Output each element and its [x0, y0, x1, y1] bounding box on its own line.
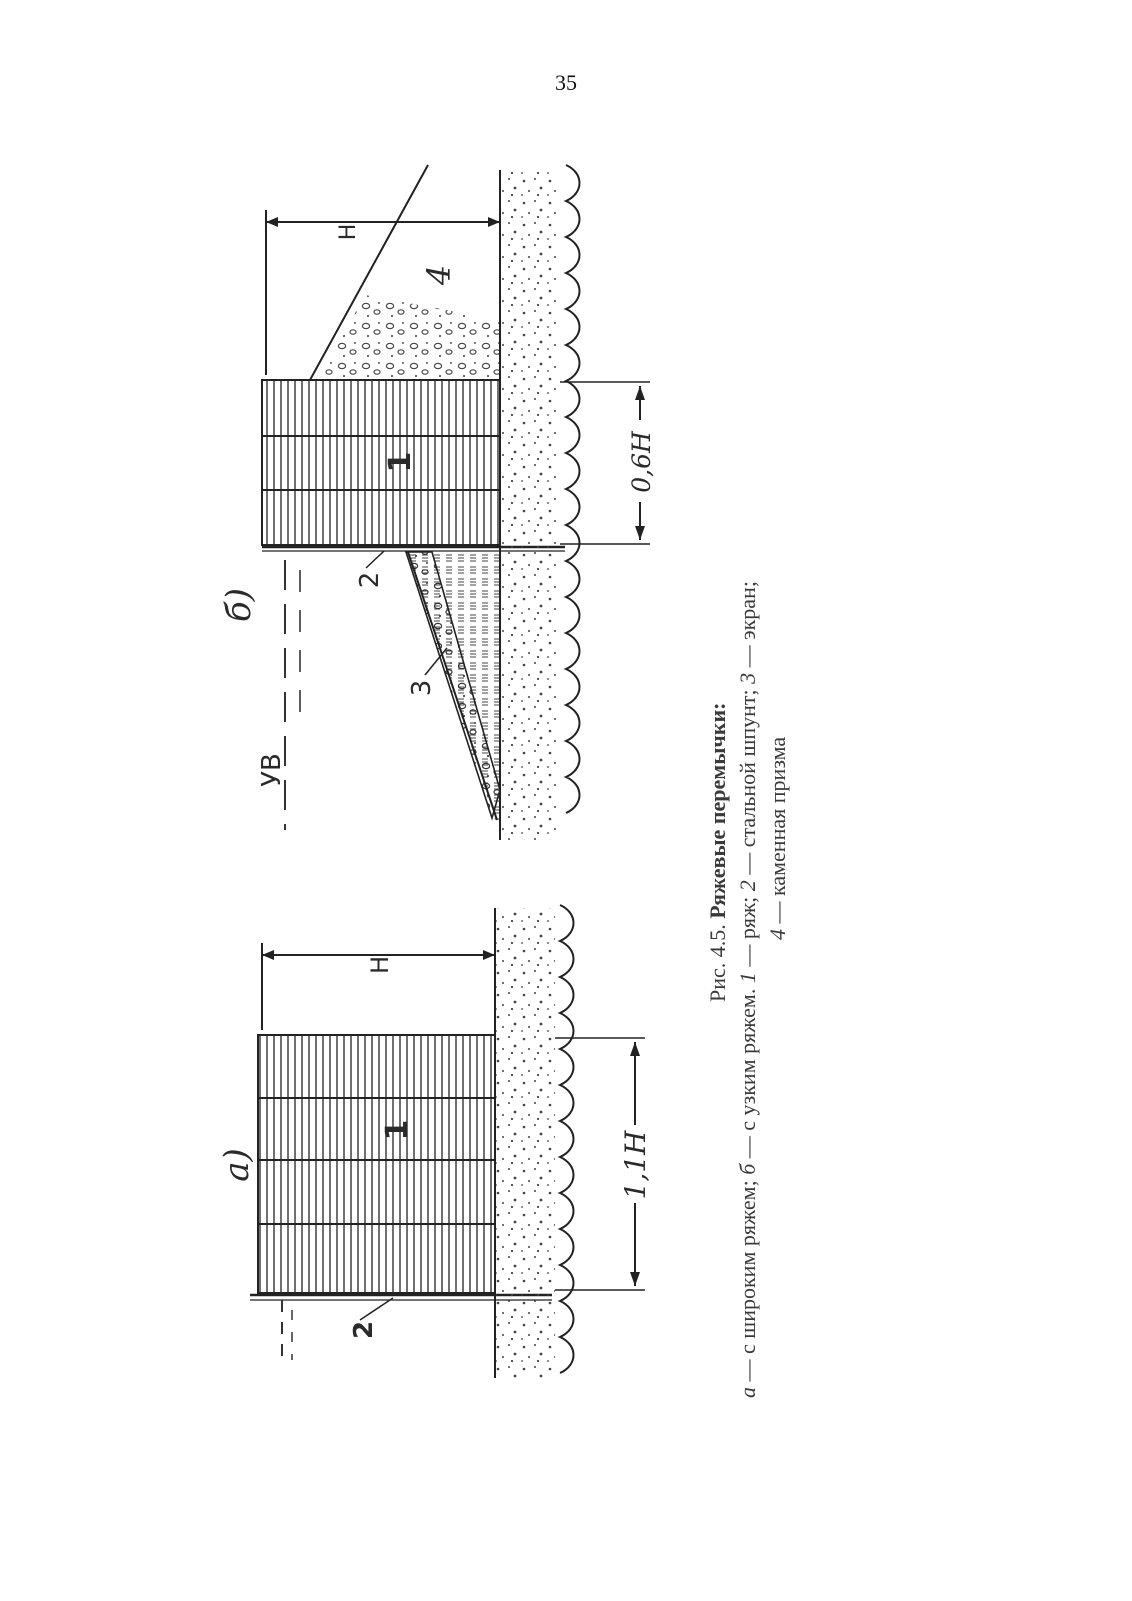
dim-base-a: 1,1Н [619, 1130, 652, 1200]
callout-3: 3 [407, 679, 437, 697]
callout-4: 4 [420, 264, 458, 286]
callout-1-b: 1 [383, 451, 418, 473]
rock-surface-b [566, 165, 580, 813]
callout-1-a: 1 [380, 1119, 415, 1141]
dim-height-a: Н [366, 955, 394, 975]
dim-height-b: Н [336, 223, 361, 241]
figure-caption [705, 581, 790, 1398]
water-level-label: УВ [257, 753, 287, 787]
dim-base-b: 0,6Н [627, 431, 656, 493]
crib-narrow [262, 380, 500, 545]
caption-line-3: 4 — каменная призма [765, 736, 790, 940]
crib-wide [258, 1035, 495, 1293]
caption-line-1: Рис. 4.5. Ряжевые перемычки: [705, 702, 730, 1002]
page-number: 35 [555, 70, 577, 95]
callout-2-a: 2 [349, 1320, 379, 1340]
callout-2-b: 2 [355, 571, 385, 589]
panel-label-a: а) [217, 1148, 257, 1182]
rock-surface-a [560, 905, 574, 1373]
panel-b [219, 165, 656, 840]
panel-label-b: б) [219, 587, 259, 623]
soil-b [500, 170, 560, 840]
soil-a [495, 908, 555, 1378]
panel-a [217, 905, 652, 1378]
caption-line-2: а — с широким ряжем; б — с узким ряжем. 1 — ряж; 2 — стальной шпунт; 3 — экран; [735, 581, 760, 1398]
